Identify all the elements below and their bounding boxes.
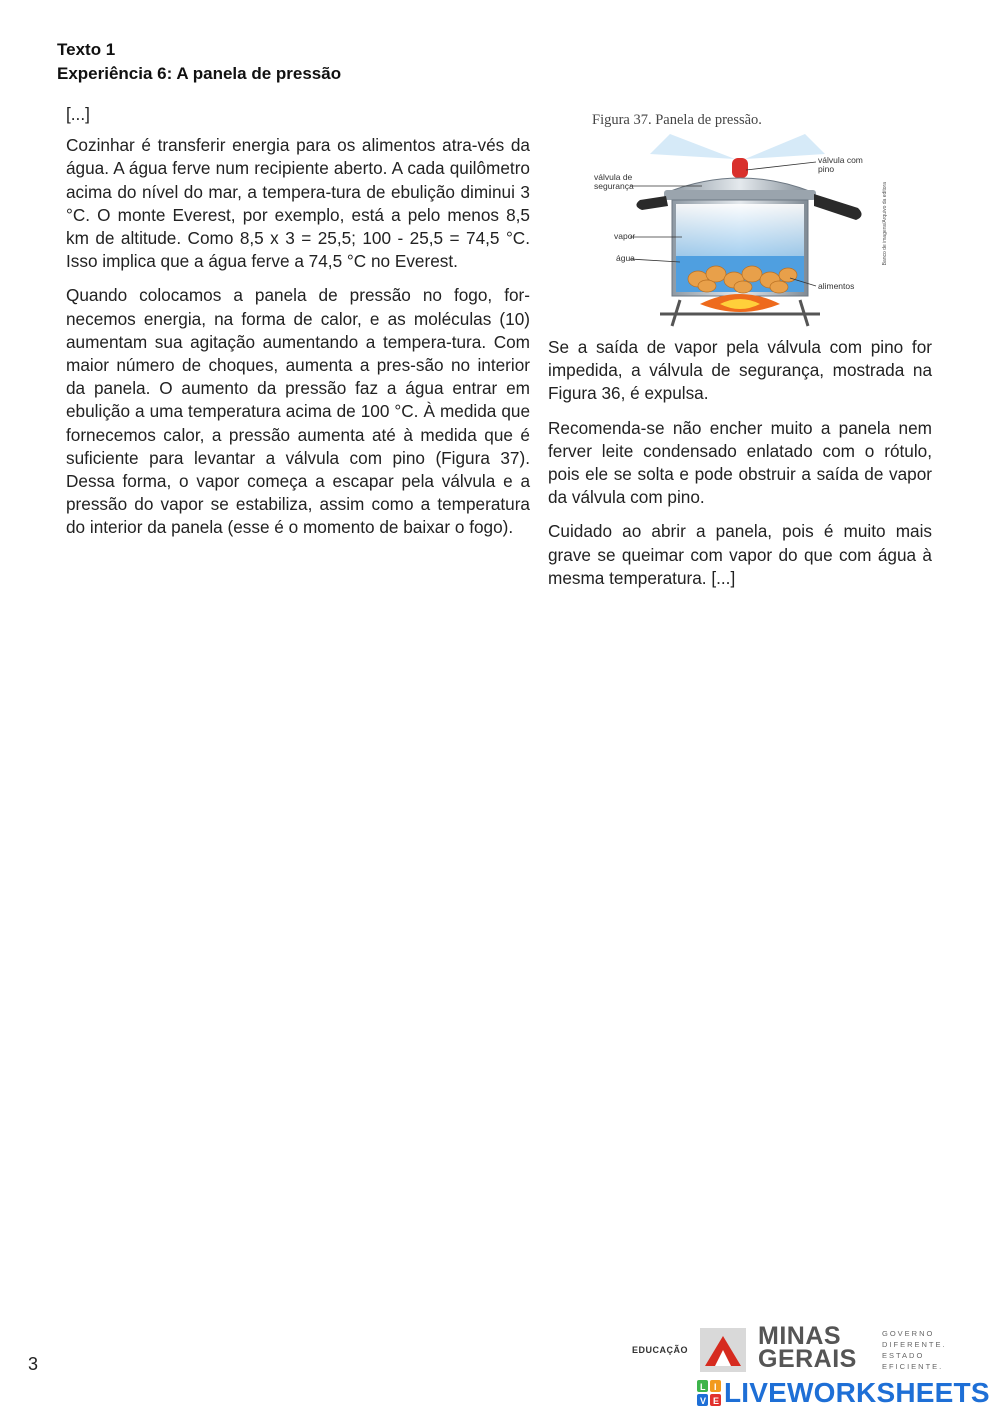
pot-lid [668,178,812,192]
paragraph-ellipsis: [...] [66,104,90,124]
text-label: Texto 1 [57,40,116,59]
minas-gerais-logo [632,1322,972,1375]
paragraph-cooking: Cozinhar é transferir energia para os alimentos atra-vés da água. A água ferve num recipiente aberto. A cada quilômetro acima do nível do mar, a tempera-tura de ebulição diminui 3 °C. O monte Everest, por exemplo, está a pelo menos 8,5 km de altitude. Como 8,5 x 3 = 25,5; 100 - 25,5 = 74,5 °C. Isso implica que a água ferve a 74,5 °C no Everest. [66,135,530,272]
document-header [57,38,341,86]
educacao-label: EDUCAÇÃO [632,1345,689,1355]
pin-valve [732,158,748,178]
experiment-title: Experiência 6: A panela de pressão [57,64,342,83]
label-safety-valve: válvula de segurança [594,172,634,191]
paragraph-safety-valve: Se a saída de vapor pela válvula com pino for impedida, a válvula de segurança, mostrada na Figura 36, é expulsa. [548,337,932,404]
svg-text:I: I [714,1382,717,1392]
label-pin-valve: válvula com pino [818,155,863,174]
figure-pressure-cooker [590,112,890,327]
label-water: água [616,253,635,263]
slogan-line-4: EFICIENTE. [882,1362,944,1371]
liveworksheets-badge-icon [697,1380,721,1406]
gerais-word: GERAIS [758,1345,857,1373]
figure-credit: Banco de imagens/Arquivo da editora [882,182,888,266]
label-food: alimentos [818,281,855,291]
minas-word: MINAS [758,1322,842,1350]
svg-text:V: V [700,1396,707,1406]
steam-inside [676,204,804,256]
liveworksheets-wordmark: LIVEWORKSHEETS [724,1377,990,1408]
right-column [548,336,932,601]
slogan-line-2: DIFERENTE. [882,1340,947,1349]
left-column [66,103,530,551]
government-slogan [882,1328,947,1372]
paragraph-caution: Cuidado ao abrir a panela, pois é muito mais grave se queimar com vapor do que com água à mesma temperatura. [...] [548,521,932,588]
page-number: 3 [28,1354,39,1374]
slogan-line-1: GOVERNO [882,1329,935,1338]
mg-triangle-icon [700,1328,746,1372]
pot-handle-left [636,196,668,210]
label-steam: vapor [614,231,636,241]
paragraph-pressure: Quando colocamos a panela de pressão no fogo, for-necemos energia, na forma de calor, e as moléculas (10) aumentam sua agitação aumentando a tempera-tura. Com maior número de choques, aumenta a pres-são no interior da panela. O aumento da pressão faz a água entrar em ebulição a uma temperatura acima de 100 °C. À medida que fornecemos calor, a pressão aumenta até à medida que é suficiente para levantar a válvula com pino (Figura 37). Dessa forma, o vapor começa a escapar pela válvula e a pressão do vapor se estabiliza, assim como a temperatura do interior da panela (esse é o momento de baixar o fogo). [66,285,530,538]
pot-handle-right [814,194,862,220]
paragraph-recommendation: Recomenda-se não encher muito a panela nem ferver leite condensado enlatado com o rótulo, pois ele se solta e pode obstruir a saída de vapor da válvula com pino. [548,417,932,508]
figure-caption: Figura 37. Panela de pressão. [592,112,762,128]
minas-gerais-wordmark [758,1322,857,1373]
svg-text:L: L [700,1382,706,1392]
svg-text:E: E [713,1396,720,1406]
slogan-line-3: ESTADO [882,1351,925,1360]
steam-jet-left [650,134,735,159]
steam-jet-right [745,134,825,159]
liveworksheets-logo[interactable] [697,1378,997,1408]
